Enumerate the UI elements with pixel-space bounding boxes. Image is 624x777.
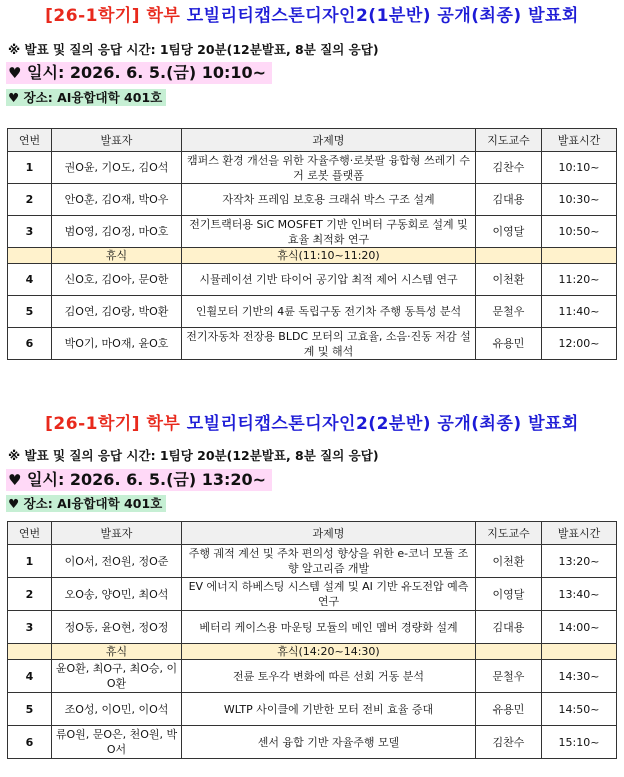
row-time: 12:00~ xyxy=(542,328,617,360)
break-label: 휴식 xyxy=(52,644,182,660)
session-title xyxy=(0,4,624,28)
time-note: ※ 발표 및 질의 응답 시간: 1팀당 20분(12분발표, 8분 질의 응답) xyxy=(8,42,379,57)
break-row xyxy=(8,644,617,660)
row-advisor: 유용민 xyxy=(476,693,542,726)
table-row xyxy=(8,726,617,759)
time-note: ※ 발표 및 질의 응답 시간: 1팀당 20분(12분발표, 8분 질의 응답) xyxy=(8,448,379,463)
break-empty xyxy=(542,644,617,660)
row-no: 6 xyxy=(8,726,52,759)
row-presenters: 류O원, 문O은, 천O원, 박O서 xyxy=(52,726,182,759)
row-topic: 시뮬레이션 기반 타이어 공기압 최적 제어 시스템 연구 xyxy=(182,264,476,296)
row-no: 3 xyxy=(8,611,52,644)
session-title xyxy=(0,412,624,436)
row-topic: 인휠모터 기반의 4륜 독립구동 전기차 주행 동특성 분석 xyxy=(182,296,476,328)
row-no: 2 xyxy=(8,184,52,216)
row-presenters: 김O연, 김O랑, 박O환 xyxy=(52,296,182,328)
title-prefix: [26-1학기] 학부 xyxy=(45,6,181,26)
col-header-no: 연번 xyxy=(8,129,52,152)
location-line xyxy=(6,495,166,512)
row-no: 5 xyxy=(8,693,52,726)
row-advisor: 이영달 xyxy=(476,578,542,611)
row-presenters: 범O영, 김O정, 마O호 xyxy=(52,216,182,248)
col-header-topic: 과제명 xyxy=(182,129,476,152)
table-row xyxy=(8,693,617,726)
col-header-topic: 과제명 xyxy=(182,522,476,545)
row-topic: 센서 융합 기반 자율주행 모델 xyxy=(182,726,476,759)
row-time: 11:40~ xyxy=(542,296,617,328)
break-text: 휴식(14:20~14:30) xyxy=(182,644,476,660)
row-presenters: 박O기, 마O재, 윤O호 xyxy=(52,328,182,360)
row-time: 10:50~ xyxy=(542,216,617,248)
table-row xyxy=(8,545,617,578)
table-row xyxy=(8,611,617,644)
row-advisor: 문철우 xyxy=(476,296,542,328)
break-empty xyxy=(476,248,542,264)
row-topic: WLTP 사이클에 기반한 모터 전비 효율 증대 xyxy=(182,693,476,726)
datetime-text: 일시: 2026. 6. 5.(금) 13:20~ xyxy=(27,470,267,489)
row-time: 14:50~ xyxy=(542,693,617,726)
row-time: 11:20~ xyxy=(542,264,617,296)
break-empty xyxy=(8,248,52,264)
title-prefix: [26-1학기] 학부 xyxy=(45,414,181,434)
break-row xyxy=(8,248,617,264)
table-row xyxy=(8,660,617,693)
row-time: 14:30~ xyxy=(542,660,617,693)
location-line xyxy=(6,89,166,106)
row-time: 13:20~ xyxy=(542,545,617,578)
row-topic: 주행 궤적 계선 및 주차 편의성 향상을 위한 e-코너 모듈 조향 알고리즘 개발 xyxy=(182,545,476,578)
location-text: 장소: AI융합대학 401호 xyxy=(23,90,163,105)
row-presenters: 오O송, 양O민, 최O석 xyxy=(52,578,182,611)
row-presenters: 윤O환, 최O구, 최O승, 이O환 xyxy=(52,660,182,693)
break-empty xyxy=(542,248,617,264)
row-advisor: 김대용 xyxy=(476,611,542,644)
row-topic: 전륜 토우각 변화에 따른 선회 거동 분석 xyxy=(182,660,476,693)
heart-icon: ♥ xyxy=(8,471,22,489)
row-topic: 전기자동차 전장용 BLDC 모터의 고효율, 소음·진동 저감 설계 및 해석 xyxy=(182,328,476,360)
row-time: 14:00~ xyxy=(542,611,617,644)
table-row xyxy=(8,578,617,611)
datetime-text: 일시: 2026. 6. 5.(금) 10:10~ xyxy=(27,63,267,82)
row-topic: 베터리 케이스용 마운팅 모듈의 메인 멤버 경량화 설계 xyxy=(182,611,476,644)
row-advisor: 김찬수 xyxy=(476,152,542,184)
break-empty xyxy=(8,644,52,660)
datetime-line xyxy=(6,469,272,491)
col-header-time: 발표시간 xyxy=(542,522,617,545)
table-row xyxy=(8,184,617,216)
row-no: 1 xyxy=(8,545,52,578)
row-presenters: 이O서, 전O원, 정O준 xyxy=(52,545,182,578)
col-header-advisor: 지도교수 xyxy=(476,129,542,152)
break-label: 휴식 xyxy=(52,248,182,264)
row-no: 1 xyxy=(8,152,52,184)
row-topic: 자작차 프레임 보호용 크래쉬 박스 구조 설계 xyxy=(182,184,476,216)
row-presenters: 권O윤, 기O도, 김O석 xyxy=(52,152,182,184)
col-header-no: 연번 xyxy=(8,522,52,545)
row-time: 15:10~ xyxy=(542,726,617,759)
table-row xyxy=(8,216,617,248)
row-time: 13:40~ xyxy=(542,578,617,611)
schedule-table xyxy=(7,521,617,759)
row-topic: 캠퍼스 환경 개선을 위한 자율주행·로봇팔 융합형 쓰레기 수거 로봇 플랫폼 xyxy=(182,152,476,184)
table-row xyxy=(8,296,617,328)
row-no: 5 xyxy=(8,296,52,328)
heart-icon: ♥ xyxy=(8,496,20,511)
row-advisor: 문철우 xyxy=(476,660,542,693)
table-row xyxy=(8,152,617,184)
location-text: 장소: AI융합대학 401호 xyxy=(23,496,163,511)
row-advisor: 김찬수 xyxy=(476,726,542,759)
row-advisor: 이천환 xyxy=(476,264,542,296)
col-header-advisor: 지도교수 xyxy=(476,522,542,545)
row-advisor: 김대용 xyxy=(476,184,542,216)
row-no: 6 xyxy=(8,328,52,360)
table-row xyxy=(8,328,617,360)
row-time: 10:10~ xyxy=(542,152,617,184)
row-no: 3 xyxy=(8,216,52,248)
title-main: 모빌리티캡스톤디자인2(1분반) 공개(최종) 발표회 xyxy=(186,6,579,26)
row-presenters: 안O훈, 김O재, 박O우 xyxy=(52,184,182,216)
row-advisor: 이천환 xyxy=(476,545,542,578)
table-header-row xyxy=(8,522,617,545)
row-advisor: 이영달 xyxy=(476,216,542,248)
heart-icon: ♥ xyxy=(8,90,20,105)
row-presenters: 정O동, 윤O현, 정O정 xyxy=(52,611,182,644)
schedule-table xyxy=(7,128,617,360)
row-topic: 전기트랙터용 SiC MOSFET 기반 인버터 구동회로 설계 및 효율 최적화 연구 xyxy=(182,216,476,248)
row-topic: EV 에너지 하베스팅 시스템 설계 및 AI 기반 유도전압 예측 연구 xyxy=(182,578,476,611)
row-no: 4 xyxy=(8,264,52,296)
table-header-row xyxy=(8,129,617,152)
heart-icon: ♥ xyxy=(8,64,22,82)
row-time: 10:30~ xyxy=(542,184,617,216)
col-header-presenters: 발표자 xyxy=(52,129,182,152)
row-advisor: 유용민 xyxy=(476,328,542,360)
row-no: 2 xyxy=(8,578,52,611)
col-header-time: 발표시간 xyxy=(542,129,617,152)
row-presenters: 조O성, 이O민, 이O석 xyxy=(52,693,182,726)
col-header-presenters: 발표자 xyxy=(52,522,182,545)
datetime-line xyxy=(6,62,272,84)
break-empty xyxy=(476,644,542,660)
row-presenters: 신O호, 김O아, 문O한 xyxy=(52,264,182,296)
row-no: 4 xyxy=(8,660,52,693)
table-row xyxy=(8,264,617,296)
break-text: 휴식(11:10~11:20) xyxy=(182,248,476,264)
title-main: 모빌리티캡스톤디자인2(2분반) 공개(최종) 발표회 xyxy=(186,414,579,434)
